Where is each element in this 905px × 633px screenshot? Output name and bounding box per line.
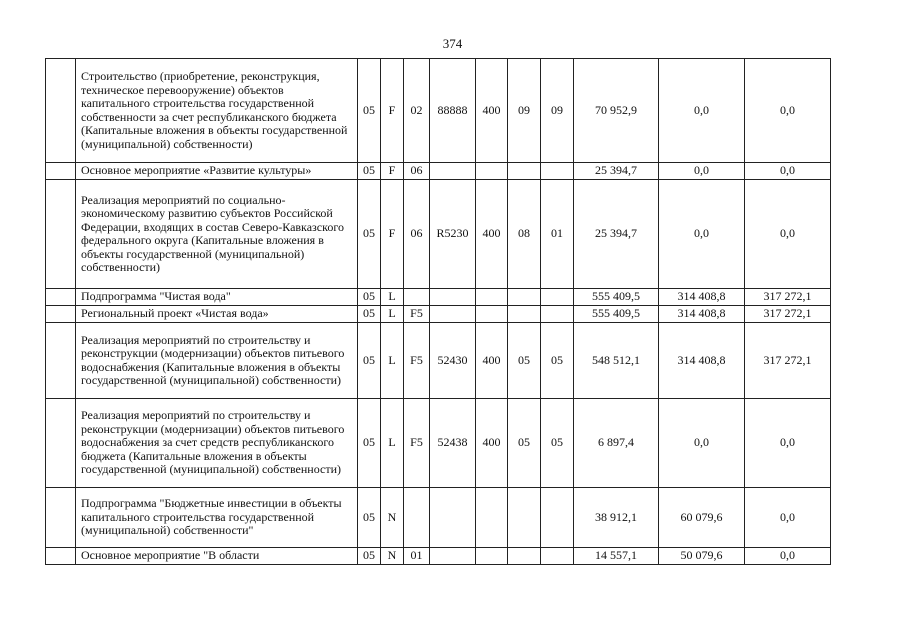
code-subprogram: F5 <box>404 306 430 323</box>
code-subprogram <box>404 488 430 548</box>
code-subdivision <box>541 306 574 323</box>
amount-year-2: 314 408,8 <box>659 306 745 323</box>
code-direction: 88888 <box>430 59 476 163</box>
amount-year-2: 314 408,8 <box>659 289 745 306</box>
code-expense-type <box>476 306 508 323</box>
index-cell <box>46 548 76 565</box>
code-expense-type <box>476 488 508 548</box>
index-cell <box>46 306 76 323</box>
code-subdivision: 01 <box>541 180 574 289</box>
row-name: Реализация мероприятий по строительству и реконструкции (модернизации) объектов питьевого водоснабжения за счет средств республиканского бюджета (Капитальные вложения в объекты государственной (муниципальной) собственности) <box>76 399 358 488</box>
amount-year-2: 314 408,8 <box>659 323 745 399</box>
code-program: F <box>381 59 404 163</box>
code-section: 05 <box>358 488 381 548</box>
code-subdivision: 05 <box>541 399 574 488</box>
code-direction <box>430 548 476 565</box>
amount-year-1: 6 897,4 <box>574 399 659 488</box>
code-direction <box>430 289 476 306</box>
code-subprogram: 01 <box>404 548 430 565</box>
code-section: 05 <box>358 399 381 488</box>
index-cell <box>46 180 76 289</box>
index-cell <box>46 488 76 548</box>
code-subprogram: 06 <box>404 180 430 289</box>
amount-year-3: 0,0 <box>745 180 831 289</box>
code-expense-type: 400 <box>476 59 508 163</box>
table-row <box>46 289 831 306</box>
code-section: 05 <box>358 289 381 306</box>
code-section: 05 <box>358 323 381 399</box>
amount-year-1: 14 557,1 <box>574 548 659 565</box>
code-direction: 52430 <box>430 323 476 399</box>
code-division: 09 <box>508 59 541 163</box>
index-cell <box>46 323 76 399</box>
amount-year-3: 0,0 <box>745 548 831 565</box>
table-row <box>46 163 831 180</box>
code-program: L <box>381 323 404 399</box>
code-division <box>508 289 541 306</box>
code-division: 05 <box>508 399 541 488</box>
code-program: N <box>381 548 404 565</box>
amount-year-3: 0,0 <box>745 59 831 163</box>
row-name: Региональный проект «Чистая вода» <box>76 306 358 323</box>
code-expense-type: 400 <box>476 180 508 289</box>
index-cell <box>46 59 76 163</box>
code-expense-type <box>476 548 508 565</box>
code-subdivision <box>541 289 574 306</box>
code-section: 05 <box>358 180 381 289</box>
amount-year-3: 317 272,1 <box>745 323 831 399</box>
index-cell <box>46 163 76 180</box>
code-subdivision <box>541 548 574 565</box>
code-direction <box>430 488 476 548</box>
code-direction: 52438 <box>430 399 476 488</box>
code-program: F <box>381 180 404 289</box>
page-number: 374 <box>442 36 463 51</box>
code-expense-type <box>476 289 508 306</box>
code-section: 05 <box>358 548 381 565</box>
table-row <box>46 488 831 548</box>
code-subprogram: F5 <box>404 323 430 399</box>
code-direction <box>430 163 476 180</box>
code-subdivision: 09 <box>541 59 574 163</box>
amount-year-2: 60 079,6 <box>659 488 745 548</box>
table-row <box>46 59 831 163</box>
table-row <box>46 323 831 399</box>
amount-year-3: 0,0 <box>745 163 831 180</box>
code-division: 05 <box>508 323 541 399</box>
code-program: L <box>381 399 404 488</box>
amount-year-1: 25 394,7 <box>574 180 659 289</box>
code-division <box>508 163 541 180</box>
amount-year-1: 548 512,1 <box>574 323 659 399</box>
row-name: Основное мероприятие "В области <box>76 548 358 565</box>
row-name: Реализация мероприятий по строительству и реконструкции (модернизации) объектов питьевого водоснабжения (Капитальные вложения в объекты государственной (муниципальной) собственности) <box>76 323 358 399</box>
code-subprogram: 06 <box>404 163 430 180</box>
amount-year-2: 0,0 <box>659 59 745 163</box>
code-division <box>508 306 541 323</box>
amount-year-1: 25 394,7 <box>574 163 659 180</box>
code-division: 08 <box>508 180 541 289</box>
amount-year-3: 0,0 <box>745 399 831 488</box>
code-division <box>508 488 541 548</box>
code-expense-type: 400 <box>476 323 508 399</box>
code-subdivision <box>541 163 574 180</box>
amount-year-3: 0,0 <box>745 488 831 548</box>
code-expense-type <box>476 163 508 180</box>
amount-year-1: 555 409,5 <box>574 306 659 323</box>
code-program: L <box>381 306 404 323</box>
code-program: N <box>381 488 404 548</box>
amount-year-2: 0,0 <box>659 399 745 488</box>
table-row <box>46 306 831 323</box>
code-subprogram <box>404 289 430 306</box>
code-program: F <box>381 163 404 180</box>
amount-year-3: 317 272,1 <box>745 289 831 306</box>
row-name: Основное мероприятие «Развитие культуры» <box>76 163 358 180</box>
code-section: 05 <box>358 306 381 323</box>
code-subprogram: F5 <box>404 399 430 488</box>
amount-year-2: 0,0 <box>659 180 745 289</box>
code-subdivision <box>541 488 574 548</box>
row-name: Подпрограмма "Бюджетные инвестиции в объекты капитального строительства государственной (муниципальной) собственности" <box>76 488 358 548</box>
amount-year-1: 555 409,5 <box>574 289 659 306</box>
code-section: 05 <box>358 59 381 163</box>
code-direction: R5230 <box>430 180 476 289</box>
row-name: Подпрограмма "Чистая вода" <box>76 289 358 306</box>
row-name: Строительство (приобретение, реконструкция, техническое перевооружение) объектов капитального строительства государственной собственности за счет республиканского бюджета (Капитальные вложения в объекты государственной (муниципальной) собственности) <box>76 59 358 163</box>
amount-year-3: 317 272,1 <box>745 306 831 323</box>
amount-year-1: 38 912,1 <box>574 488 659 548</box>
amount-year-2: 50 079,6 <box>659 548 745 565</box>
amount-year-1: 70 952,9 <box>574 59 659 163</box>
index-cell <box>46 399 76 488</box>
table-row <box>46 399 831 488</box>
table-row <box>46 180 831 289</box>
code-section: 05 <box>358 163 381 180</box>
code-division <box>508 548 541 565</box>
amount-year-2: 0,0 <box>659 163 745 180</box>
table-row <box>46 548 831 565</box>
code-expense-type: 400 <box>476 399 508 488</box>
code-direction <box>430 306 476 323</box>
code-program: L <box>381 289 404 306</box>
code-subdivision: 05 <box>541 323 574 399</box>
budget-table <box>45 58 831 565</box>
row-name: Реализация мероприятий по социально-экономическому развитию субъектов Российской Федерации, входящих в состав Северо-Кавказского федерального округа (Капитальные вложения в объекты государственной (муниципальной) собственности) <box>76 180 358 289</box>
index-cell <box>46 289 76 306</box>
code-subprogram: 02 <box>404 59 430 163</box>
